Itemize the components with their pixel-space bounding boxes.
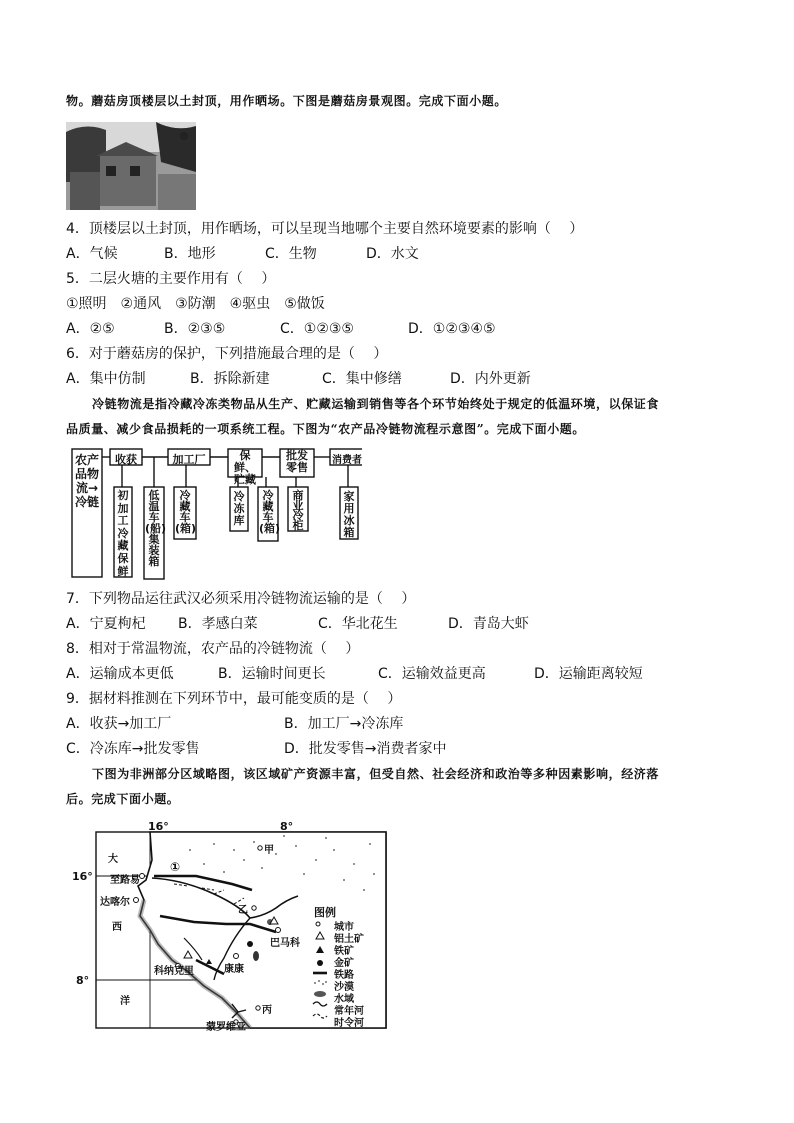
flow-stage-harvest: 收获 <box>115 453 137 466</box>
legend-bauxite: 铝土矿 <box>334 934 364 945</box>
legend-iron: 铁矿 <box>334 946 354 957</box>
q4-option-c[interactable]: C．生物 <box>265 246 317 262</box>
q4-option-b[interactable]: B．地形 <box>164 246 216 262</box>
cold-chain-text-1: 冷链物流是指冷藏冷冻类物品从生产、贮藏运输到销售等各个环节始终处于规定的低温环境，以保证食 <box>92 397 660 411</box>
map-city-dakar: 达喀尔 <box>100 897 130 908</box>
legend-desert: 沙漠 <box>334 982 354 993</box>
q5-stem: 5．二层火塘的主要作用有（ ） <box>66 271 276 287</box>
intro-line: 物。蘑菇房顶楼层以土封顶，用作晒场。下图是蘑菇房景观图。完成下面小题。 <box>66 94 508 108</box>
africa-text-1: 下图为非洲部分区域略图，该区域矿产资源丰富，但受自然、社会经济和政治等多种因素影响，经济落 <box>92 767 660 781</box>
q6-stem: 6．对于蘑菇房的保护，下列措施最合理的是（ ） <box>66 346 388 362</box>
flow-sub-initial: 初加工冷藏保鲜 <box>117 489 129 578</box>
africa-text-2: 后。完成下面小题。 <box>66 792 180 806</box>
map-place-jia: 甲 <box>264 845 274 856</box>
map-city-monrovia: 蒙罗维亚 <box>206 1022 246 1033</box>
q7-stem: 7．下列物品运往武汉必须采用冷链物流运输的是（ ） <box>66 591 416 607</box>
flow-stage-consumer: 消费者 <box>332 455 362 466</box>
q6-option-c[interactable]: C．集中修缮 <box>322 371 402 387</box>
mushroom-house-photo <box>66 122 196 210</box>
map-place-1: ① <box>170 860 181 874</box>
flow-stage-storage: 保鲜、贮藏 <box>234 449 256 486</box>
map-sea-2: 西 <box>112 922 122 933</box>
flow-stage-factory: 加工厂 <box>172 453 206 466</box>
map-city-saint-louis: 至路易 <box>110 875 140 886</box>
map-city-conakry: 科纳克里 <box>154 966 194 977</box>
flow-sub-truck-2: 冷藏车(箱) <box>259 489 281 535</box>
map-place-bing: 丙 <box>262 1005 272 1016</box>
q7-option-d[interactable]: D．青岛大虾 <box>448 616 529 632</box>
q6-option-a[interactable]: A．集中仿制 <box>66 371 146 387</box>
q9-option-c[interactable]: C．冷冻库→批发零售 <box>66 741 200 757</box>
q8-stem: 8．相对于常温物流，农产品的冷链物流（ ） <box>66 641 360 657</box>
map-lon-16: 16° <box>148 820 169 833</box>
cold-chain-diagram <box>66 447 362 581</box>
q6-option-b[interactable]: B．拆除新建 <box>190 371 270 387</box>
map-sea-1: 大 <box>108 854 118 865</box>
map-place-yi: 乙 <box>238 905 248 916</box>
legend-water: 水域 <box>334 994 354 1005</box>
map-legend-title: 图例 <box>314 906 336 919</box>
map-lon-8: 8° <box>280 820 294 833</box>
q8-option-d[interactable]: D．运输距离较短 <box>534 666 643 682</box>
q5-option-a[interactable]: A．②⑤ <box>66 321 115 337</box>
q7-option-b[interactable]: B．孝感白菜 <box>178 616 258 632</box>
legend-railway: 铁路 <box>334 970 354 981</box>
flow-side-label: 农产品物流→冷链 <box>75 453 100 509</box>
q8-option-a[interactable]: A．运输成本更低 <box>66 666 174 682</box>
q9-option-b[interactable]: B．加工厂→冷冻库 <box>284 716 404 732</box>
map-lat-8: 8° <box>76 974 90 987</box>
map-city-kankan: 康康 <box>224 964 244 975</box>
flow-sub-lowtemp: 低温车(船)集装箱 <box>145 489 167 568</box>
map-sea-3: 洋 <box>120 996 130 1007</box>
q8-option-b[interactable]: B．运输时间更长 <box>218 666 326 682</box>
q7-option-a[interactable]: A．宁夏枸杞 <box>66 616 146 632</box>
q4-stem: 4．顶楼层以土封顶，用作晒场，可以呈现当地哪个主要自然环境要素的影响（ ） <box>66 221 584 237</box>
q5-option-b[interactable]: B．②③⑤ <box>164 321 226 337</box>
flow-lines <box>66 447 362 581</box>
flow-sub-commercial: 商业冷柜 <box>292 489 304 532</box>
flow-stage-retail: 批发零售 <box>286 449 308 474</box>
legend-perennial-river: 常年河 <box>334 1006 364 1017</box>
q5-items: ①照明 ②通风 ③防潮 ④驱虫 ⑤做饭 <box>66 296 325 312</box>
flow-sub-freezer: 冷冻库 <box>233 490 245 527</box>
flow-sub-fridge: 家用冰箱 <box>343 490 355 539</box>
q9-stem: 9．据材料推测在下列环节中，最可能变质的是（ ） <box>66 691 402 707</box>
q5-option-c[interactable]: C．①②③⑤ <box>280 321 354 337</box>
q9-option-a[interactable]: A．收获→加工厂 <box>66 716 172 732</box>
q4-option-d[interactable]: D．水文 <box>366 246 419 262</box>
q8-option-c[interactable]: C．运输效益更高 <box>378 666 486 682</box>
map-lat-16: 16° <box>72 870 93 883</box>
q6-option-d[interactable]: D．内外更新 <box>450 371 531 387</box>
q7-option-c[interactable]: C．华北花生 <box>318 616 398 632</box>
q9-option-d[interactable]: D．批发零售→消费者家中 <box>284 741 447 757</box>
legend-gold: 金矿 <box>334 958 354 969</box>
q5-option-d[interactable]: D．①②③④⑤ <box>408 321 496 337</box>
africa-map <box>64 820 396 1038</box>
flow-sub-truck-1: 冷藏车(箱) <box>175 489 197 535</box>
cold-chain-text-2: 品质量、减少食品损耗的一项系统工程。下图为“农产品冷链物流程示意图”。完成下面小题。 <box>66 422 586 436</box>
legend-city: 城市 <box>334 922 354 933</box>
legend-seasonal-river: 时令河 <box>334 1018 364 1029</box>
map-city-bamako: 巴马科 <box>270 938 300 949</box>
q4-option-a[interactable]: A．气候 <box>66 246 118 262</box>
